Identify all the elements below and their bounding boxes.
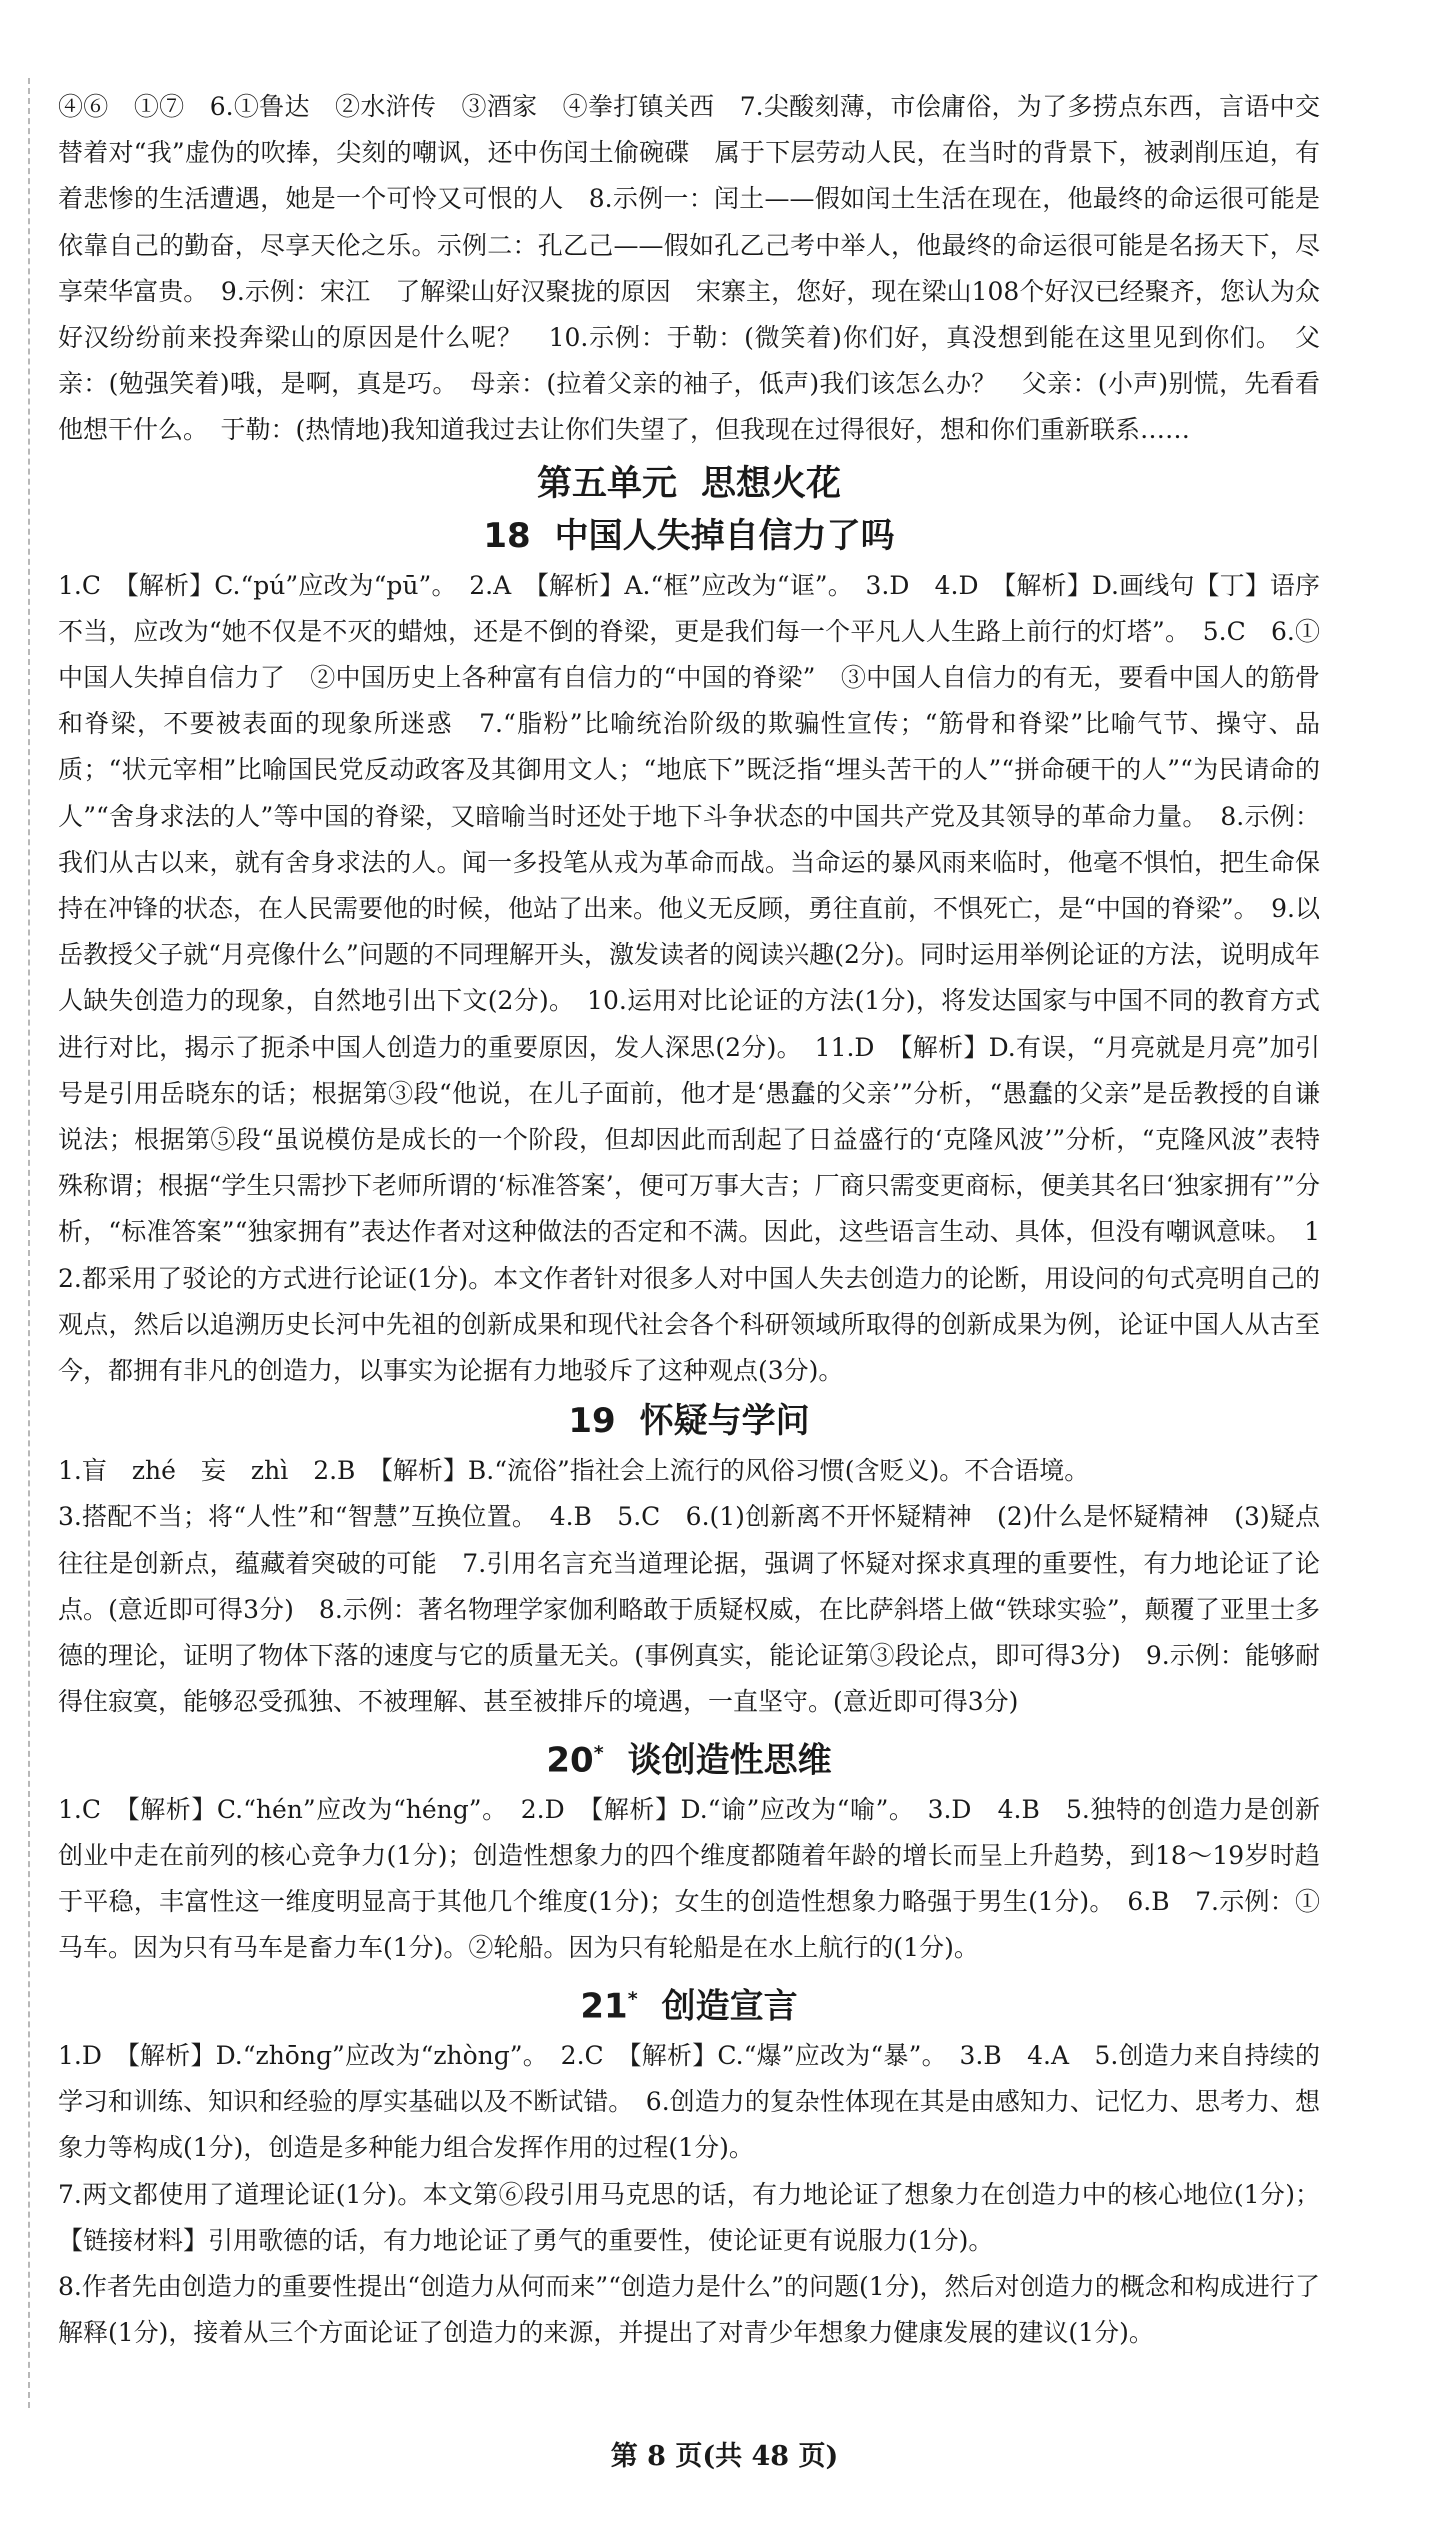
page-number: 第 8 页(共 48 页): [610, 2441, 839, 2472]
lesson-answers-21: 1.D 【解析】D.“zhōnɡ”应改为“zhònɡ”。 2.C 【解析】C.“爆”应改为“暴”。 3.B 4.A 5.创造力来自持续的学习和训练、知识和经验的厚实基础以及不断试错。 6.创造力的复杂性体现在其是由感知力、记忆力、思考力、想象力等构成(1分)，创造是多种能力组合发挥作用的过程(1分)。 7.两文都使用了道理论证(1分)。本文第⑥段引用马克思的话，有力地论证了想象力在创造力中的核心地位(1分)；【链接材料】引用歌德的话，有力地论证了勇气的重要性，使论证更有说服力(1分)。 8.作者先由创造力的重要性提出“创造力从何而来”“创造力是什么”的问题(1分)，然后对创造力的概念和构成进行了解释(1分)，接着从三个方面论证了创造力的来源，并提出了对青少年想象力健康发展的建议(1分)。: [58, 2040, 1321, 2348]
lesson-title: 创造宣言: [661, 1985, 798, 2026]
lesson-number: 18: [483, 515, 531, 556]
optional-lesson-mark: *: [627, 1987, 638, 2010]
lesson-number: 21: [580, 1985, 628, 2026]
lesson-answers-19: 1.盲 zhé 妄 zhì 2.B 【解析】B.“流俗”指社会上流行的风俗习惯(含贬义)。不合语境。 3.搭配不当；将“人性”和“智慧”互换位置。 4.B 5.C 6.(1)创新离不开怀疑精神 (2)什么是怀疑精神 (3)疑点往往是创新点，蕴藏着突破的可能 7.引用名言充当道理论据，强调了怀疑对探求真理的重要性，有力地论证了论点。(意近即可得3分) 8.示例：著名物理学家伽利略敢于质疑权威，在比萨斜塔上做“铁球实验”，颠覆了亚里士多德的理论，证明了物体下落的速度与它的质量无关。(事例真实，能论证第③段论点，即可得3分) 9.示例：能够耐得住寂寞，能够忍受孤独、不被理解、甚至被排斥的境遇，一直坚守。(意近即可得3分): [58, 1456, 1320, 1717]
lesson-answers-20: 1.C 【解析】C.“hén”应改为“héng”。 2.D 【解析】D.“谕”应改为“喻”。 3.D 4.B 5.独特的创造力是创新创业中走在前列的核心竞争力(1分)；创造性想象力的四个维度都随着年龄的增长而呈上升趋势，到18～19岁时趋于平稳，丰富性这一维度明显高于其他几个维度(1分)；女生的创造性想象力略强于男生(1分)。 6.B 7.示例：①马车。因为只有马车是畜力车(1分)。②轮船。因为只有轮船是在水上航行的(1分)。: [58, 1794, 1320, 1963]
optional-lesson-mark: *: [593, 1741, 604, 1764]
lesson-title: 怀疑与学问: [639, 1401, 810, 1442]
unit-number: 第五单元: [536, 463, 677, 504]
margin-guide-line: [28, 78, 30, 2408]
continued-answers: ④⑥ ①⑦ 6.①鲁达 ②水浒传 ③酒家 ④拳打镇关西 7.尖酸刻薄，市侩庸俗，为了多捞点东西，言语中交替着对“我”虚伪的吹捧，尖刻的嘲讽，还中伤闰土偷碗碟 属于下层劳动人民，在当时的背景下，被剥削压迫，有着悲惨的生活遭遇，她是一个可怜又可恨的人 8.示例一：闰土——假如闰土生活在现在，他最终的命运很可能是依靠自己的勤奋，尽享天伦之乐。示例二：孔乙己——假如孔乙己考中举人，他最终的命运很可能是名扬天下，尽享荣华富贵。 9.示例：宋江 了解梁山好汉聚拢的原因 宋寨主，您好，现在梁山108个好汉已经聚齐，您认为众好汉纷纷前来投奔梁山的原因是什么呢？ 10.示例：于勒：(微笑着)你们好，真没想到能在这里见到你们。 父亲：(勉强笑着)哦，是啊，真是巧。 母亲：(拉着父亲的袖子，低声)我们该怎么办？ 父亲：(小声)别慌，先看看他想干什么。 于勒：(热情地)我知道我过去让你们失望了，但我现在过得很好，想和你们重新联系……: [58, 92, 1320, 445]
unit-heading: [58, 459, 1320, 509]
lesson-title: 中国人失掉自信力了吗: [554, 515, 895, 556]
lesson-number: 20: [546, 1739, 594, 1780]
answer-page: [58, 84, 1320, 2356]
lesson-heading-19: [58, 1394, 1320, 1448]
lesson-heading-21: [58, 1972, 1320, 2033]
lesson-title: 谈创造性思维: [627, 1739, 832, 1780]
lesson-heading-18: [58, 509, 1320, 563]
lesson-answers-18: 1.C 【解析】C.“pú”应改为“pū”。 2.A 【解析】A.“框”应改为“诓”。 3.D 4.D 【解析】D.画线句【丁】语序不当，应改为“她不仅是不灭的蜡烛，还是不倒的脊梁，更是我们每一个平凡人人生路上前行的灯塔”。 5.C 6.①中国人失掉自信力了 ②中国历史上各种富有自信力的“中国的脊梁” ③中国人自信力的有无，要看中国人的筋骨和脊梁，不要被表面的现象所迷惑 7.“脂粉”比喻统治阶级的欺骗性宣传；“筋骨和脊梁”比喻气节、操守、品质；“状元宰相”比喻国民党反动政客及其御用文人；“地底下”既泛指“埋头苦干的人”“拼命硬干的人”“为民请命的人”“舍身求法的人”等中国的脊梁，又暗喻当时还处于地下斗争状态的中国共产党及其领导的革命力量。 8.示例：我们从古以来，就有舍身求法的人。闻一多投笔从戎为革命而战。当命运的暴风雨来临时，他毫不惧怕，把生命保持在冲锋的状态，在人民需要他的时候，他站了出来。他义无反顾，勇往直前，不惧死亡，是“中国的脊梁”。 9.以岳教授父子就“月亮像什么”问题的不同理解开头，激发读者的阅读兴趣(2分)。同时运用举例论证的方法，说明成年人缺失创造力的现象，自然地引出下文(2分)。 10.运用对比论证的方法(1分)，将发达国家与中国不同的教育方式进行对比，揭示了扼杀中国人创造力的重要原因，发人深思(2分)。 11.D 【解析】D.有误，“月亮就是月亮”加引号是引用岳晓东的话；根据第③段“他说，在儿子面前，他才是‘愚蠢的父亲’”分析，“愚蠢的父亲”是岳教授的自谦说法；根据第⑤段“虽说模仿是成长的一个阶段，但却因此而刮起了日益盛行的‘克隆风波’”分析，“克隆风波”表特殊称谓；根据“学生只需抄下老师所谓的‘标准答案’，便可万事大吉；厂商只需变更商标，便美其名曰‘独家拥有’”分析，“标准答案”“独家拥有”表达作者对这种做法的否定和不满。因此，这些语言生动、具体，但没有嘲讽意味。 12.都采用了驳论的方式进行论证(1分)。本文作者针对很多人对中国人失去创造力的论断，用设问的句式亮明自己的观点，然后以追溯历史长河中先祖的创新成果和现代社会各个科研领域所取得的创新成果为例，论证中国人从古至今，都拥有非凡的创造力，以事实为论据有力地驳斥了这种观点(3分)。: [58, 570, 1320, 1386]
lesson-heading-20: [58, 1726, 1320, 1787]
unit-title: 思想火花: [701, 463, 842, 504]
lesson-number: 19: [568, 1401, 616, 1442]
